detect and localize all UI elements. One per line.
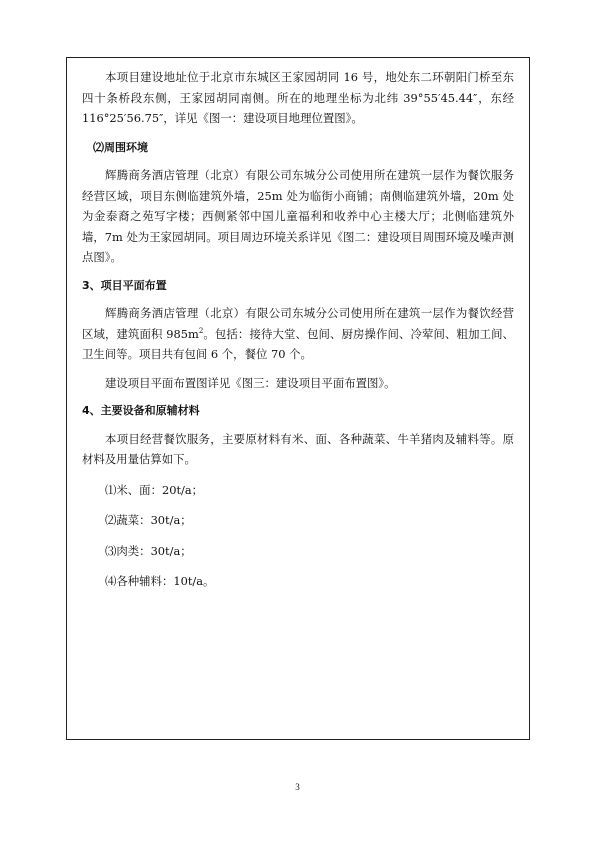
- layout-text-a: 辉腾商务酒店管理（北京）有限公司东城分公司使用所在建筑一层作为餐饮经营区域，建筑面积 985m: [82, 306, 514, 341]
- equipment-heading: 4、主要设备和原辅材料: [82, 404, 200, 417]
- layout-heading: 3、项目平面布置: [82, 278, 167, 292]
- surroundings-paragraph: 辉腾商务酒店管理（北京）有限公司东城分公司使用所在建筑一层作为餐饮服务经营区域，项目东侧临建筑外墙，25m 处为临街小商铺；南侧临建筑外墙，20m 处为金泰裔之苑写字楼；西侧紧邻中国儿童福利和收养中心主楼大厅；北侧临建筑外墙，7m 处为王家园胡同。项目周边环境关系详见《图二：建设项目周围环境及噪声测点图》。: [82, 168, 514, 264]
- material-item: ⑶肉类：30t/a；: [105, 543, 192, 558]
- surroundings-heading: ⑵周围环境: [93, 140, 148, 154]
- material-item: ⑵蔬菜：30t/a；: [105, 513, 192, 527]
- layout-figure-reference: 建设项目平面布置图详见《图三：建设项目平面布置图》。: [105, 375, 396, 390]
- area-unit-superscript: 2: [198, 326, 204, 335]
- location-paragraph: 本项目建设地址位于北京市东城区王家园胡同 16 号，地处东二环朝阳门桥至东四十条桥段东侧，王家园胡同南侧。所在的地理坐标为北纬 39°55′45.44″，东经116°25′56.75″，详见《图一：建设项目地理位置图》。: [82, 70, 514, 125]
- material-item: ⑷各种辅料：10t/a。: [105, 574, 215, 588]
- material-item: ⑴米、面：20t/a；: [105, 482, 204, 497]
- document-body: [82, 67, 514, 592]
- equipment-paragraph: 本项目经营餐饮服务，主要原材料有米、面、各种蔬菜、牛羊猪肉及辅料等。原材料及用量估算如下。: [82, 431, 514, 466]
- layout-text-b: 。包括：接待大堂、包间、厨房操作间、冷荤间、粗加工间、卫生间等。项目共有包间 6 个，餐位 70 个。: [82, 326, 514, 361]
- page-number: 3: [295, 782, 300, 792]
- layout-paragraph: [82, 303, 514, 365]
